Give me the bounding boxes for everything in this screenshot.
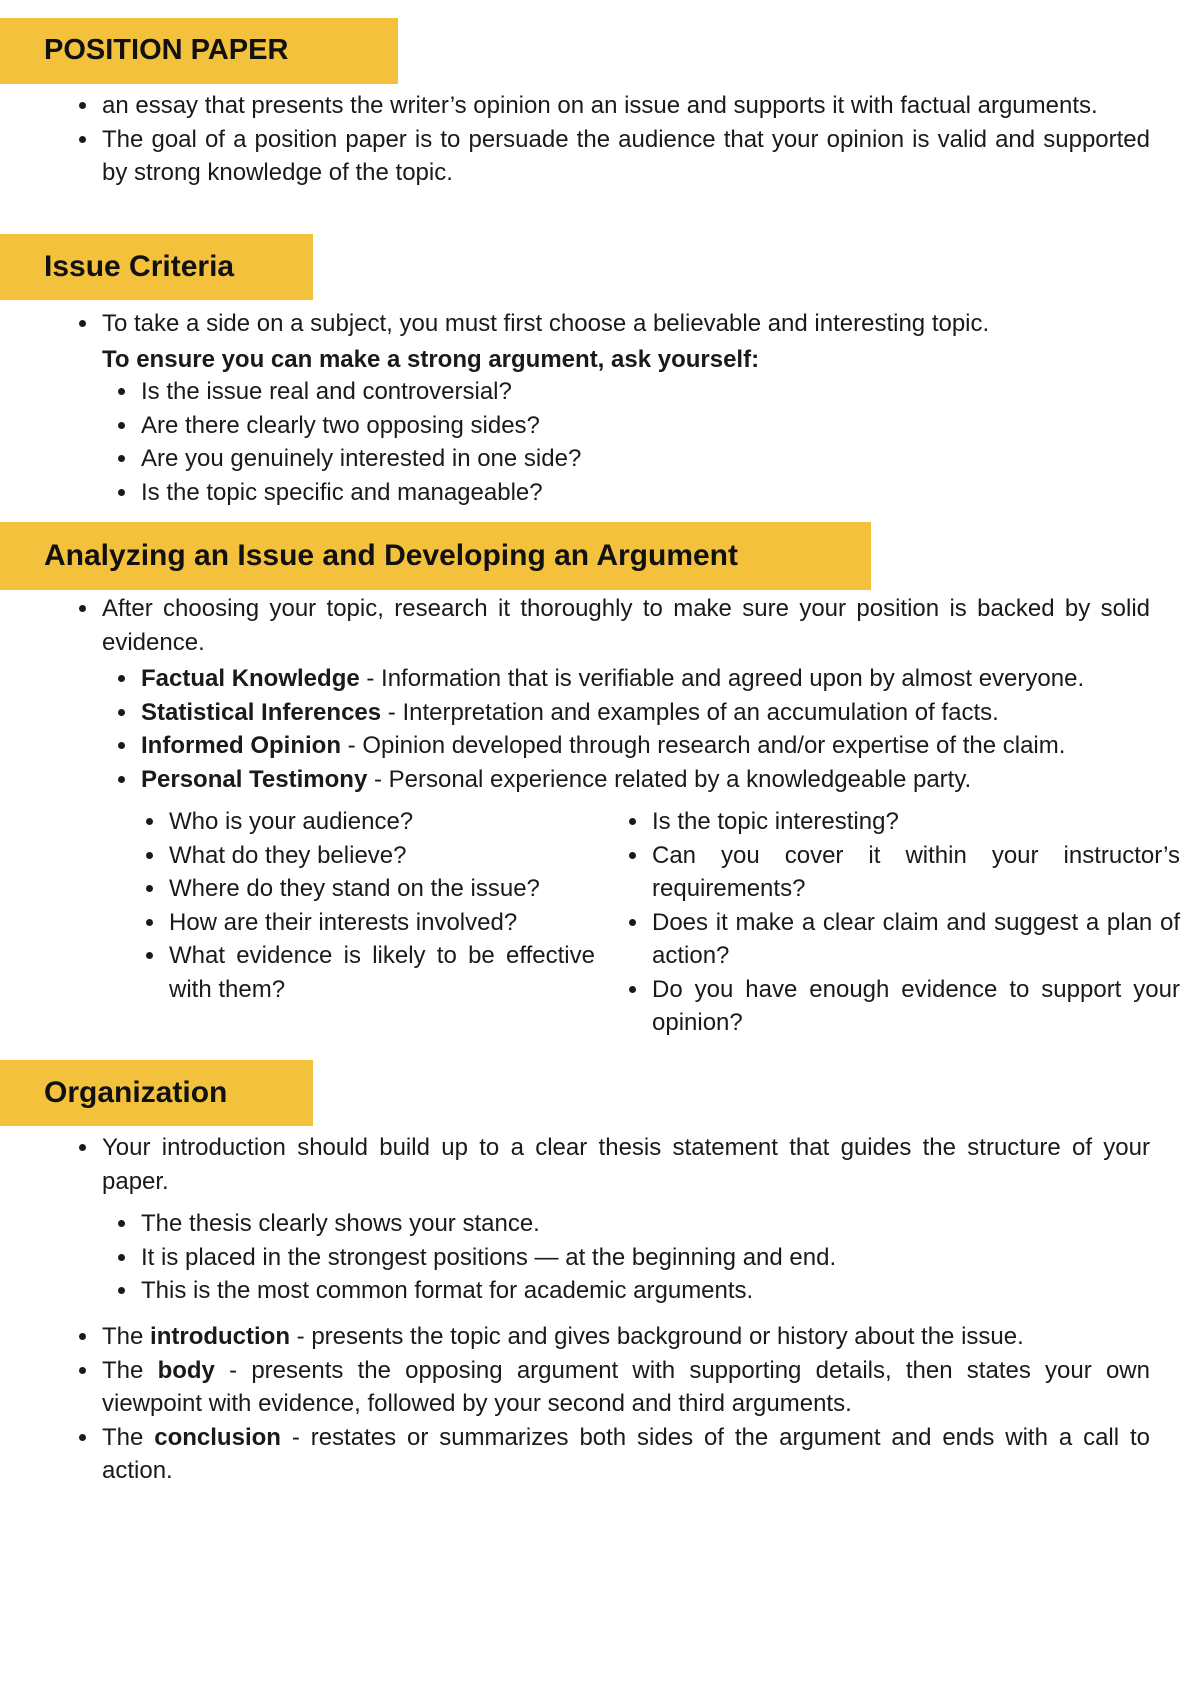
list-item: Is the topic specific and manageable? (141, 476, 1141, 510)
evidence-term: Statistical Inferences (141, 698, 382, 726)
list-item: The goal of a position paper is to persuade the audience that your opinion is valid and supported by strong knowledge of the topic. (102, 123, 1150, 190)
list-item: This is the most common format for academic arguments. (141, 1274, 1141, 1308)
evidence-types-list (141, 662, 1181, 796)
evidence-item (141, 763, 1181, 797)
position-paper-list (102, 89, 1150, 190)
paper-part-item (102, 1354, 1150, 1421)
heading-issue-criteria: Issue Criteria (0, 234, 313, 300)
ask-yourself-prompt: To ensure you can make a strong argument, ask yourself: (102, 346, 760, 373)
heading-organization: Organization (0, 1060, 313, 1126)
evidence-term: Personal Testimony (141, 765, 368, 793)
part-desc: - restates or summarizes both sides of the argument and ends with a call to action. (102, 1423, 1150, 1484)
list-item: Does it make a clear claim and suggest a plan of action? (652, 906, 1180, 973)
part-desc: - presents the topic and gives background or history about the issue. (290, 1323, 1024, 1350)
part-prefix: The (102, 1423, 155, 1451)
list-item: What evidence is likely to be effective with them? (169, 939, 595, 1006)
analyzing-list (102, 592, 1150, 659)
list-item: Are there clearly two opposing sides? (141, 409, 1141, 443)
evidence-desc: - Information that is verifiable and agreed upon by almost everyone. (359, 665, 1085, 692)
organization-list (102, 1131, 1150, 1198)
heading-analyzing: Analyzing an Issue and Developing an Argument (0, 522, 871, 590)
part-desc: - presents the opposing argument with supporting details, then states your own viewpoint with evidence, followed by your second and third arguments. (102, 1356, 1150, 1417)
list-item: Do you have enough evidence to support your opinion? (652, 973, 1180, 1040)
list-item: Are you genuinely interested in one side? (141, 442, 1141, 476)
evidence-term: Informed Opinion (141, 732, 341, 759)
paper-parts-list (102, 1320, 1150, 1488)
list-item: Is the topic interesting? (652, 805, 1180, 839)
list-item: It is placed in the strongest positions — at the beginning and end. (141, 1241, 1141, 1275)
thesis-points-list (141, 1207, 1141, 1308)
paper-part-item (102, 1320, 1150, 1354)
evidence-item (141, 696, 1181, 730)
issue-questions-list (141, 375, 1141, 509)
list-item: Is the issue real and controversial? (141, 375, 1141, 409)
part-term: body (157, 1356, 215, 1384)
evidence-term: Factual Knowledge (141, 665, 360, 692)
list-item: Where do they stand on the issue? (169, 872, 595, 906)
evidence-item (141, 662, 1181, 696)
part-prefix: The (102, 1323, 151, 1350)
list-item: What do they believe? (169, 839, 595, 873)
topic-questions-list (652, 805, 1180, 1040)
part-prefix: The (102, 1356, 158, 1384)
audience-questions-list (169, 805, 595, 1006)
evidence-desc: - Interpretation and examples of an accumulation of facts. (381, 698, 999, 726)
list-item: How are their interests involved? (169, 906, 595, 940)
list-item: The thesis clearly shows your stance. (141, 1207, 1141, 1241)
evidence-desc: - Opinion developed through research and/or expertise of the claim. (340, 732, 1066, 759)
issue-criteria-list (102, 307, 1150, 341)
list-item: an essay that presents the writer’s opinion on an issue and supports it with factual arguments. (102, 89, 1150, 123)
list-item: Who is your audience? (169, 805, 595, 839)
list-item: To take a side on a subject, you must first choose a believable and interesting topic. (102, 307, 1150, 341)
list-item: After choosing your topic, research it thoroughly to make sure your position is backed by solid evidence. (102, 592, 1150, 659)
paper-part-item (102, 1421, 1150, 1488)
list-item: Can you cover it within your instructor’s requirements? (652, 839, 1180, 906)
list-item: Your introduction should build up to a clear thesis statement that guides the structure of your paper. (102, 1131, 1150, 1198)
part-term: introduction (150, 1323, 290, 1350)
evidence-desc: - Personal experience related by a knowledgeable party. (367, 765, 972, 793)
part-term: conclusion (154, 1423, 281, 1451)
evidence-item (141, 729, 1181, 763)
heading-position-paper: POSITION PAPER (0, 18, 398, 84)
